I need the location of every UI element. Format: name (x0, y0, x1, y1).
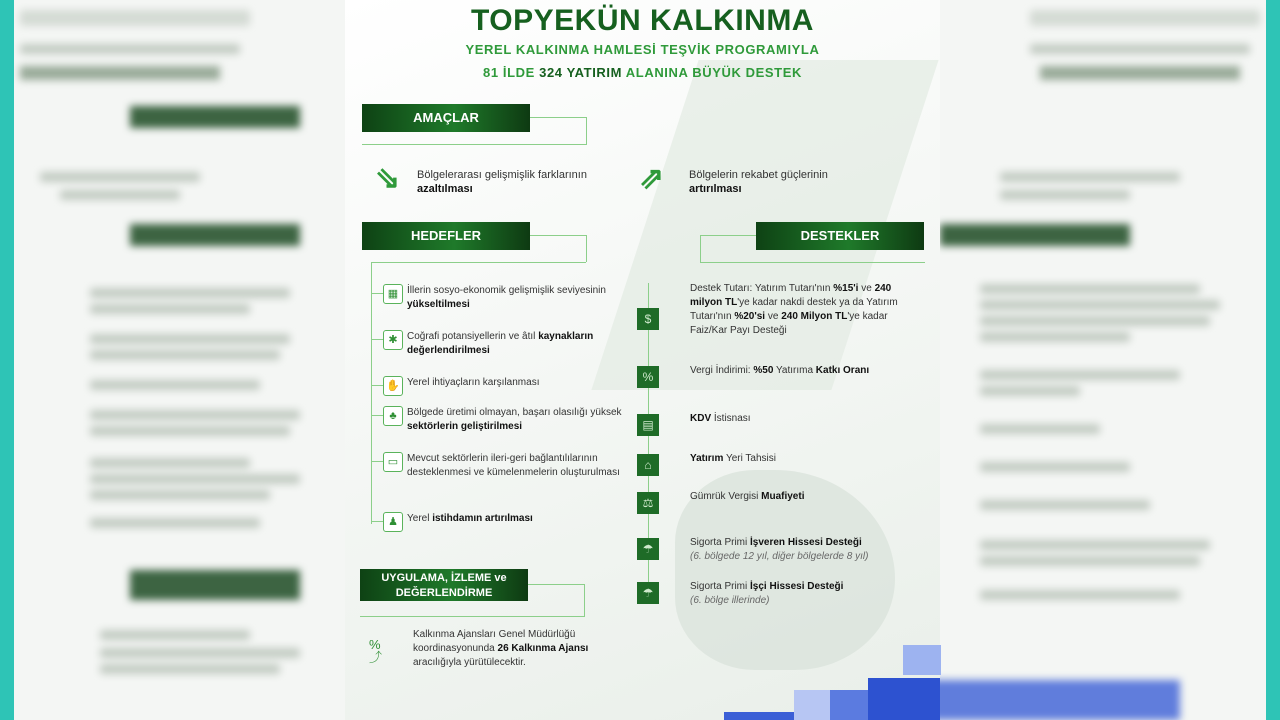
hedef-item (407, 376, 622, 390)
infographic-poster (345, 0, 940, 720)
section-uygulama (360, 569, 528, 601)
decor-block (794, 690, 830, 720)
uygulama-label-line2: DEĞERLENDİRME (395, 587, 493, 599)
destek-bold: Katkı Oranı (815, 365, 870, 376)
destek-bold: Yatırım (690, 453, 724, 464)
tree-branch (371, 415, 383, 416)
amac-text: Bölgelerarası gelişmişlik farklarının (417, 169, 587, 181)
right-blurred-frame (940, 0, 1280, 720)
destek-item (690, 580, 925, 608)
destek-item (690, 364, 925, 378)
land-icon: ⌂ (637, 454, 659, 476)
amac-bold: azaltılması (417, 183, 473, 195)
destek-bold: İşveren Hissesi Desteği (750, 537, 862, 548)
connector-line (586, 235, 587, 262)
people-icon: ♟ (383, 512, 403, 532)
destek-bold: 240 Milyon TL (781, 311, 848, 322)
sub2-suffix: ALANINA BÜYÜK DESTEK (625, 65, 802, 80)
decor-block (724, 712, 794, 720)
destek-text: Gümrük Vergisi (690, 491, 762, 502)
connector-line (528, 584, 584, 585)
tree-branch (371, 385, 383, 386)
chart-icon: ▦ (383, 284, 403, 304)
connector-line (371, 262, 586, 263)
uygulama-text (413, 628, 603, 670)
destek-text: Destek Tutarı: Yatırım Tutarı'nın (690, 283, 834, 294)
left-blurred-frame (0, 0, 345, 720)
frame-edge (0, 0, 14, 720)
destek-text: Vergi İndirimi: (690, 365, 754, 376)
connector-line (530, 235, 586, 236)
connector-line (360, 616, 585, 617)
connector-line (700, 262, 925, 263)
destek-item (690, 490, 925, 504)
tree-branch (371, 521, 383, 522)
hedef-bold: istihdamın artırılması (432, 513, 533, 524)
destek-text: 'ye kadar nakdi destek ya da Yatırım Tutarı'nın (690, 297, 898, 322)
destek-item (690, 536, 925, 564)
employer-icon: ☂ (637, 538, 659, 560)
sub2-highlight: 324 YATIRIM (539, 65, 623, 80)
arrows-up-icon: ⇗ (639, 162, 665, 195)
handshake-icon: ✋ (383, 376, 403, 396)
hedef-text: Bölgede üretimi olmayan, başarı olasılığı yüksek (407, 407, 622, 418)
destek-text: Yeri Tahsisi (723, 453, 776, 464)
uygulama-pre: Kalkınma Ajansları Genel Müdürlüğü koordinasyonunda (413, 629, 576, 654)
receipt-icon: ▤ (637, 414, 659, 436)
destek-note: (6. bölge illerinde) (690, 595, 770, 606)
poster-subtitle: YEREL KALKINMA HAMLESİ TEŞVİK PROGRAMIYLA (465, 42, 820, 57)
hedef-bold: sektörlerin geliştirilmesi (407, 421, 523, 432)
hedef-item (407, 452, 622, 480)
uygulama-post: aracılığıyla yürütülecektir. (413, 657, 526, 668)
destek-text: Sigorta Primi (690, 581, 751, 592)
customs-icon: ⚖ (637, 492, 659, 514)
destek-text: ve (858, 283, 875, 294)
tax-icon: % (637, 366, 659, 388)
hedef-item (407, 284, 622, 312)
connector-line (530, 117, 586, 118)
destek-bold: KDV (690, 413, 712, 424)
tree-line (371, 262, 372, 524)
uygulama-label-line1: UYGULAMA, İZLEME ve (381, 572, 507, 584)
connector-line (586, 117, 587, 144)
amac-item (417, 168, 627, 196)
destek-item (690, 452, 925, 466)
hedef-text: İllerin sosyo-ekonomik gelişmişlik seviyesinin (407, 285, 606, 296)
tree-branch (371, 293, 383, 294)
tree-branch (371, 461, 383, 462)
destek-text: 'ye kadar Faiz/Kar Payı Desteği (690, 311, 888, 336)
hedef-bold: kaynakların değerlendirilmesi (407, 331, 594, 356)
destek-item (690, 412, 925, 426)
destek-bold: %50 (753, 365, 774, 376)
hedef-bold: yükseltilmesi (407, 299, 470, 310)
screen-icon: ▭ (383, 452, 403, 472)
destek-bold: %15'i (833, 283, 859, 294)
tree-branch (371, 339, 383, 340)
destek-item (690, 282, 925, 338)
worker-icon: ☂ (637, 582, 659, 604)
hedef-text: Coğrafi potansiyellerin ve âtıl (407, 331, 539, 342)
connector-line (700, 235, 701, 262)
hedef-item (407, 406, 622, 434)
percent-chart-icon: % ⤴ (369, 637, 383, 665)
money-icon: $ (637, 308, 659, 330)
destek-bold: 240 milyon TL (690, 283, 892, 308)
connector-line (584, 584, 585, 616)
frame-edge (1266, 0, 1280, 720)
amac-text: Bölgelerin rekabet güçlerinin (689, 169, 828, 181)
destek-text: ve (765, 311, 782, 322)
sprout-icon: ♣ (383, 406, 403, 426)
poster-title: TOPYEKÜN KALKINMA (471, 4, 814, 37)
decor-block (903, 645, 941, 675)
hedef-text: Yerel ihtiyaçların karşılanması (407, 377, 540, 388)
uygulama-bold: 26 Kalkınma Ajansı (497, 643, 589, 654)
destek-bold: %20'si (734, 311, 766, 322)
destek-text: İstisnası (711, 413, 751, 424)
hedef-text: Mevcut sektörlerin ileri-geri bağlantılılarının desteklenmesi ve kümelenmelerin oluşturulması (407, 453, 620, 478)
section-destekler: DESTEKLER (756, 222, 924, 250)
sub2-prefix: 81 İLDE (483, 65, 535, 80)
section-hedefler: HEDEFLER (362, 222, 530, 250)
decor-block (830, 690, 868, 720)
destek-text: Yatırıma (773, 365, 816, 376)
hedef-item (407, 330, 622, 358)
decor-block (868, 678, 940, 720)
hedef-item (407, 512, 622, 526)
network-icon: ✱ (383, 330, 403, 350)
destek-bold: İşçi Hissesi Desteği (750, 581, 844, 592)
hedef-text: Yerel (407, 513, 433, 524)
arrows-down-icon: ⇘ (375, 162, 401, 195)
section-amaclar: AMAÇLAR (362, 104, 530, 132)
connector-line (362, 144, 587, 145)
poster-subtitle-2 (345, 65, 940, 80)
destek-note: (6. bölgede 12 yıl, diğer bölgelerde 8 yıl) (690, 551, 869, 562)
connector-line (700, 235, 756, 236)
destek-text: Sigorta Primi (690, 537, 751, 548)
amac-item (689, 168, 889, 196)
amac-bold: artırılması (689, 183, 742, 195)
destek-bold: Muafiyeti (761, 491, 805, 502)
